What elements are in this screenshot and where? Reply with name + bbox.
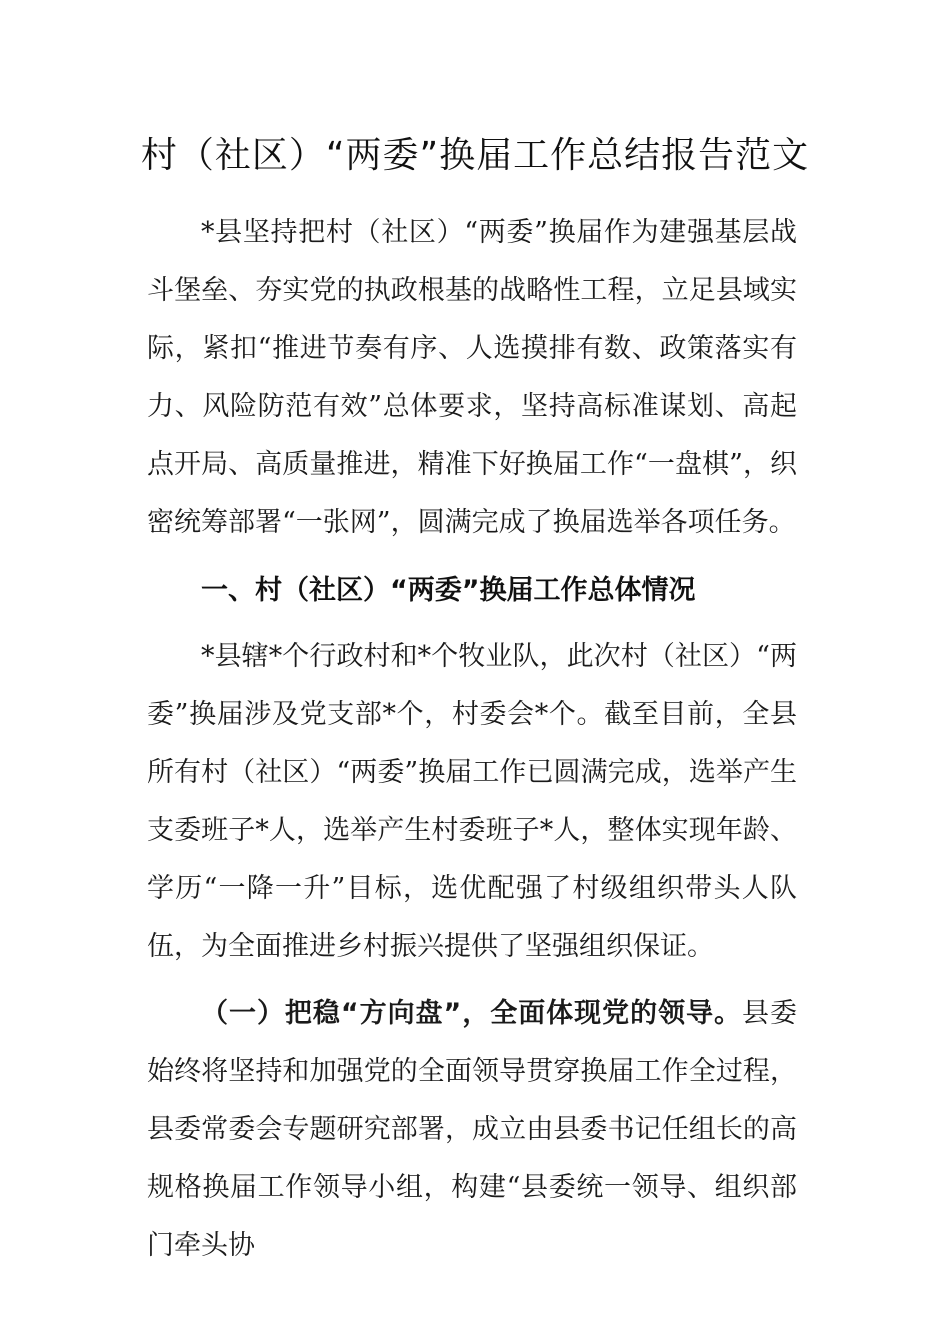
subsection-lead: （一）把稳“方向盘”，全面体现党的领导。 (201, 998, 743, 1029)
section-paragraph: *县辖*个行政村和*个牧业队，此次村（社区）“两委”换届涉及党支部*个，村委会*个。截至目前，全县所有村（社区）“两委”换届工作已圆满完成，选举产生支委班子*人，选举产生村委班子*人，整体实现年龄、学历“一降一升”目标，选优配强了村级组织带头人队伍，为全面推进乡村振兴提供了坚强组织保证。 (147, 641, 797, 962)
section-heading: 一、村（社区）“两委”换届工作总体情况 (201, 575, 696, 606)
subsection-paragraph (147, 985, 797, 1275)
subsection-text: 县委始终将坚持和加强党的全面领导贯穿换届工作全过程，县委常委会专题研究部署，成立由县委书记任组长的高规格换届工作领导小组，构建“县委统一领导、组织部门牵头协 (147, 998, 797, 1261)
intro-paragraph: *县坚持把村（社区）“两委”换届作为建强基层战斗堡垒、夯实党的执政根基的战略性工程，立足县域实际，紧扣“推进节奏有序、人选摸排有数、政策落实有力、风险防范有效”总体要求，坚持高标准谋划、高起点开局、高质量推进，精准下好换届工作“一盘棋”，织密统筹部署“一张网”，圆满完成了换届选举各项任务。 (147, 217, 797, 538)
document-title: 村（社区）“两委”换届工作总结报告范文 (140, 135, 810, 176)
